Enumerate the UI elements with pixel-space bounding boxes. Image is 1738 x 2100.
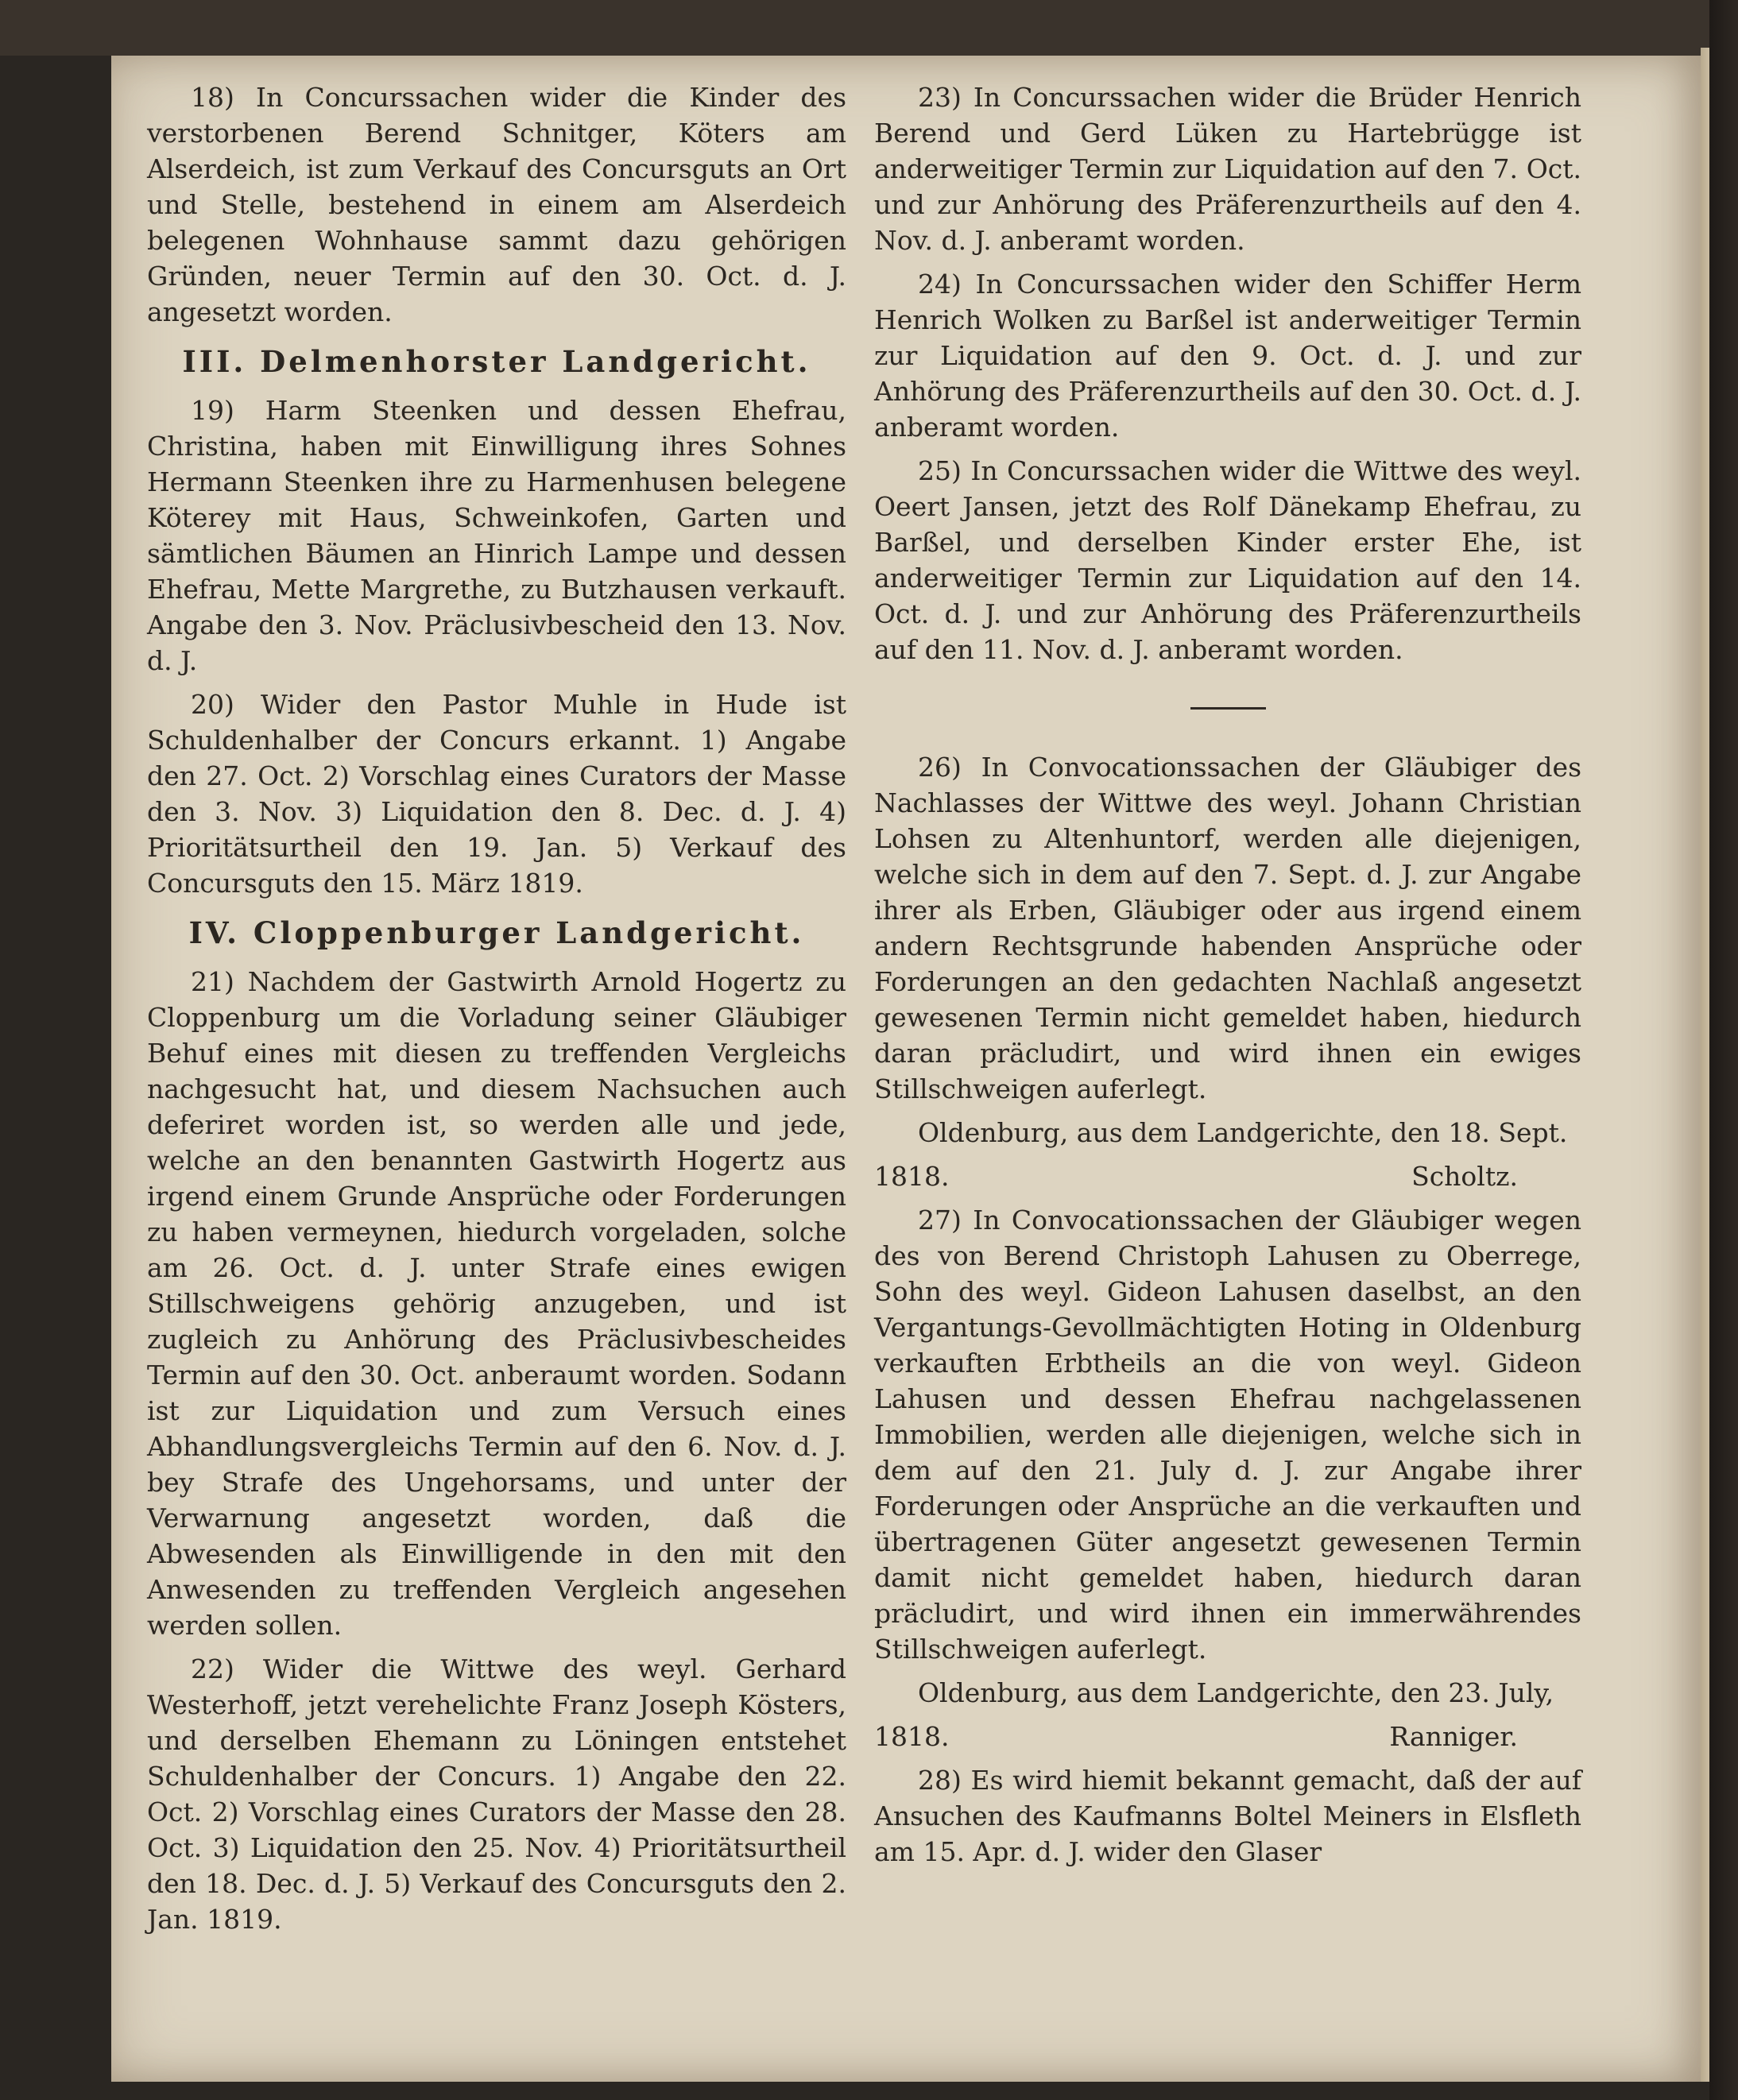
- notice-21: 21) Nachdem der Gastwirth Arnold Hogertz zu Cloppenburg um die Vorladung seiner Gläubiger Behuf eines mit diesen zu treffenden Vergleichs nachgesucht hat, und diesem Nachsuchen auch deferiret worden ist, so werden alle und jede, welche an den benannten Gastwirth Hogertz aus irgend einem Grunde Ansprüche oder Forderungen zu haben vermeynen, hiedurch vorgeladen, solche am 26. Oct. d. J. unter Strafe eines ewigen Stillschweigens gehörig anzugeben, und ist zugleich zu Anhörung des Präclusivbescheides Termin auf den 30. Oct. anberaumt worden. Sodann ist zur Liquidation und zum Versuch eines Abhandlungsvergleichs Termin auf den 6. Nov. d. J. bey Strafe des Ungehorsams, und unter der Verwarnung angesetzt worden, daß die Abwesenden als Einwilligende in den mit den Anwesenden zu treffenden Vergleich angesehen werden sollen.: [147, 966, 846, 1641]
- signature-year-1: 1818.: [874, 1161, 950, 1192]
- scan-background-top: [0, 0, 1738, 56]
- notice-27: 27) In Convocationssachen der Gläubiger wegen des von Berend Christoph Lahusen zu Oberrege, Sohn des weyl. Gideon Lahusen daselbst, an den Vergantungs-Gevollmächtigten Hoting in Oldenburg verkauften Erbtheils an die von weyl. Gideon Lahusen und dessen Ehefrau nachgelassenen Immobilien, werden alle diejenigen, welche sich in dem auf den 21. July d. J. zur Angabe ihrer Forderungen oder Ansprüche an die verkauften und übertragenen Güter angesetzt gewesenen Termin damit nicht gemeldet haben, hiedurch daran präcludirt, und wird ihnen ein immerwährendes Stillschweigen auferlegt.: [874, 1205, 1581, 1665]
- signature-year-2: 1818.: [874, 1721, 950, 1752]
- section-divider: [1190, 707, 1266, 710]
- notice-28: 28) Es wird hiemit bekannt gemacht, daß der auf Ansuchen des Kaufmanns Boltel Meiners in Elsfleth am 15. Apr. d. J. wider den Glaser: [874, 1765, 1581, 1867]
- signature-name-2: Ranniger.: [1389, 1721, 1518, 1752]
- notice-25: 25) In Concurssachen wider die Wittwe des weyl. Oeert Jansen, jetzt des Rolf Dänekamp Ehefrau, zu Barßel, und derselben Kinder erster Ehe, ist anderweitiger Termin zur Liquidation auf den 14. Oct. d. J. und zur Anhörung des Präferenzurtheils auf den 11. Nov. d. J. anberamt worden.: [874, 455, 1581, 665]
- notice-18: 18) In Concurssachen wider die Kinder des verstorbenen Berend Schnitger, Köters am Alserdeich, ist zum Verkauf des Concursguts an Ort und Stelle, bestehend in einem am Alserdeich belegenen Wohnhause sammt dazu gehörigen Gründen, neuer Termin auf den 30. Oct. d. J. angesetzt worden.: [147, 82, 846, 327]
- signature-line-2: [874, 1719, 1581, 1754]
- notice-26: 26) In Convocationssachen der Gläubiger des Nachlasses der Wittwe des weyl. Johann Christian Lohsen zu Altenhuntorf, werden alle diejenigen, welche sich in dem auf den 7. Sept. d. J. zur Angabe ihrer als Erben, Gläubiger oder aus irgend einem andern Rechtsgrunde habenden Ansprüche oder Forderungen an den gedachten Nachlaß angesetzt gewesenen Termin nicht gemeldet haben, hiedurch daran präcludirt, und wird ihnen ein ewiges Stillschweigen auferlegt.: [874, 752, 1581, 1104]
- signature-place-date-1: Oldenburg, aus dem Landgerichte, den 18. Sept.: [918, 1117, 1568, 1148]
- left-column: [147, 79, 846, 1945]
- section-heading-delmenhorst: III. Delmenhorster Landgericht.: [182, 344, 811, 379]
- notice-19: 19) Harm Steenken und dessen Ehefrau, Christina, haben mit Einwilligung ihres Sohnes Hermann Steenken ihre zu Harmenhusen belegene Köterey mit Haus, Schweinkofen, Garten und sämtlichen Bäumen an Hinrich Lampe und dessen Ehefrau, Mette Margrethe, zu Butzhausen verkauft. Angabe den 3. Nov. Präclusivbescheid den 13. Nov. d. J.: [147, 395, 846, 676]
- right-column: [874, 79, 1581, 1878]
- notice-22: 22) Wider die Wittwe des weyl. Gerhard Westerhoff, jetzt verehelichte Franz Joseph Kösters, und derselben Ehemann zu Löningen entstehet Schuldenhalber der Concurs. 1) Angabe den 22. Oct. 2) Vorschlag eines Curators der Masse den 28. Oct. 3) Liquidation den 25. Nov. 4) Prioritätsurtheil den 18. Dec. d. J. 5) Verkauf des Concursguts den 2. Jan. 1819.: [147, 1653, 846, 1935]
- notice-20: 20) Wider den Pastor Muhle in Hude ist Schuldenhalber der Concurs erkannt. 1) Angabe den 27. Oct. 2) Vorschlag eines Curators der Masse den 3. Nov. 3) Liquidation den 8. Dec. d. J. 4) Prioritätsurtheil den 19. Jan. 5) Verkauf des Concursguts den 15. März 1819.: [147, 689, 846, 899]
- notice-23: 23) In Concurssachen wider die Brüder Henrich Berend und Gerd Lüken zu Hartebrügge ist anderweitiger Termin zur Liquidation auf den 7. Oct. und zur Anhörung des Präferenzurtheils auf den 4. Nov. d. J. anberamt worden.: [874, 82, 1581, 256]
- book-binding: [1709, 0, 1738, 2100]
- signature-name-1: Scholtz.: [1411, 1161, 1518, 1192]
- section-heading-cloppenburg: IV. Cloppenburger Landgericht.: [188, 915, 805, 950]
- signature-line-1: [874, 1158, 1581, 1194]
- signature-place-date-2: Oldenburg, aus dem Landgerichte, den 23. July,: [918, 1677, 1554, 1708]
- notice-24: 24) In Concurssachen wider den Schiffer Herm Henrich Wolken zu Barßel ist anderweitiger Termin zur Liquidation auf den 9. Oct. d. J. und zur Anhörung des Präferenzurtheils auf den 30. Oct. d. J. anberamt worden.: [874, 269, 1581, 443]
